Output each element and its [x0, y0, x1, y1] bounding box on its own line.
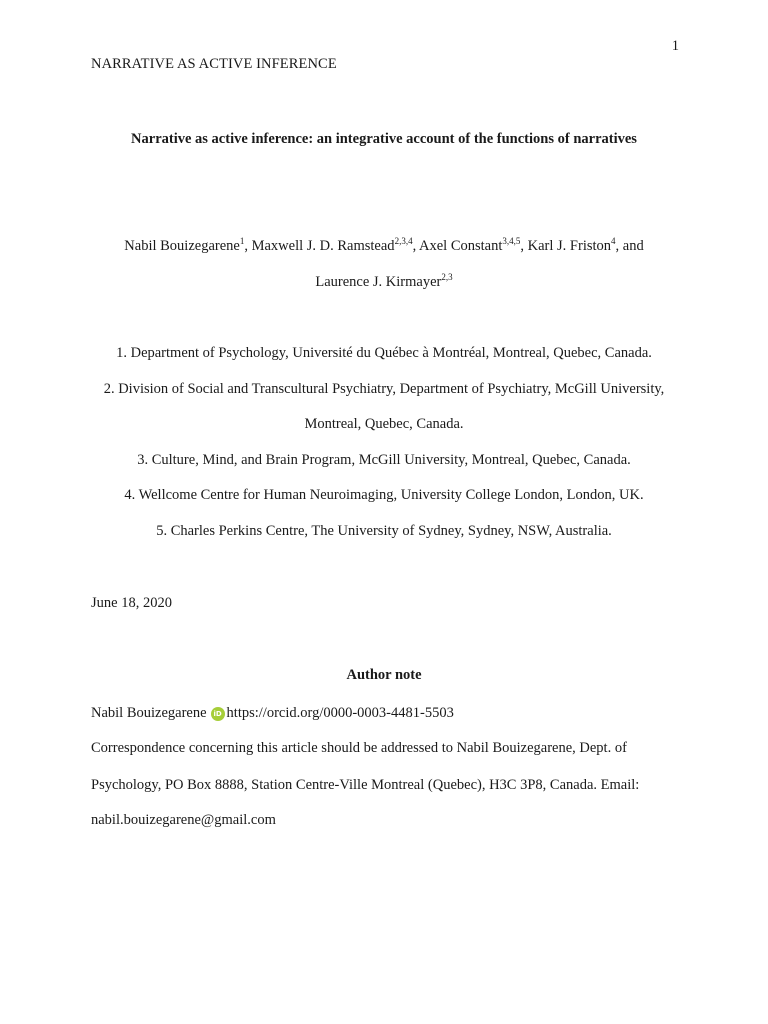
author-note-heading: Author note [346, 667, 422, 683]
affiliation-3: 3. Culture, Mind, and Brain Program, McGill University, Montreal, Quebec, Canada. [137, 452, 631, 468]
orcid-line [91, 705, 454, 722]
affiliation-4: 4. Wellcome Centre for Human Neuroimaging, University College London, London, UK. [124, 487, 644, 503]
author-separator: , [244, 238, 252, 254]
author-name: Axel Constant [419, 238, 503, 254]
author-affiliation-marker: 1 [239, 236, 245, 247]
author-line-1 [0, 238, 768, 255]
affiliation-2-line-2: Montreal, Quebec, Canada. [304, 416, 464, 432]
author-line-2 [0, 274, 768, 291]
author-separator: , [520, 238, 528, 254]
running-head: NARRATIVE AS ACTIVE INFERENCE [91, 56, 337, 72]
affiliation-5: 5. Charles Perkins Centre, The University of Sydney, Sydney, NSW, Australia. [156, 523, 612, 539]
author-separator: , [412, 238, 420, 254]
orcid-icon: iD [211, 707, 225, 721]
author-name: Nabil Bouizegarene [124, 238, 240, 254]
author-affiliation-marker: 3,4,5 [502, 236, 521, 247]
author-name: Maxwell J. D. Ramstead [251, 238, 395, 254]
page-number: 1 [671, 38, 679, 54]
author-name: Laurence J. Kirmayer [315, 274, 442, 290]
author-affiliation-marker: 2,3,4 [394, 236, 413, 247]
correspondence-line-1: Correspondence concerning this article should be addressed to Nabil Bouizegarene, Dept. of [91, 740, 627, 756]
paper-title: Narrative as active inference: an integrative account of the functions of narratives [131, 131, 637, 147]
affiliation-1: 1. Department of Psychology, Université du Québec à Montréal, Montreal, Quebec, Canada. [116, 345, 652, 361]
author-name: Karl J. Friston [527, 238, 612, 254]
publication-date: June 18, 2020 [91, 595, 172, 611]
correspondence-line-2: Psychology, PO Box 8888, Station Centre-Ville Montreal (Quebec), H3C 3P8, Canada. Email: [91, 777, 640, 793]
author-separator: , and [615, 238, 644, 254]
orcid-link[interactable]: https://orcid.org/0000-0003-4481-5503 [226, 705, 454, 721]
author-affiliation-marker: 4 [611, 236, 616, 247]
orcid-author-name: Nabil Bouizegarene [91, 705, 207, 721]
affiliation-2-line-1: 2. Division of Social and Transcultural Psychiatry, Department of Psychiatry, McGill University, [103, 381, 665, 397]
author-affiliation-marker: 2,3 [441, 272, 453, 283]
correspondence-email[interactable]: nabil.bouizegarene@gmail.com [91, 812, 276, 828]
